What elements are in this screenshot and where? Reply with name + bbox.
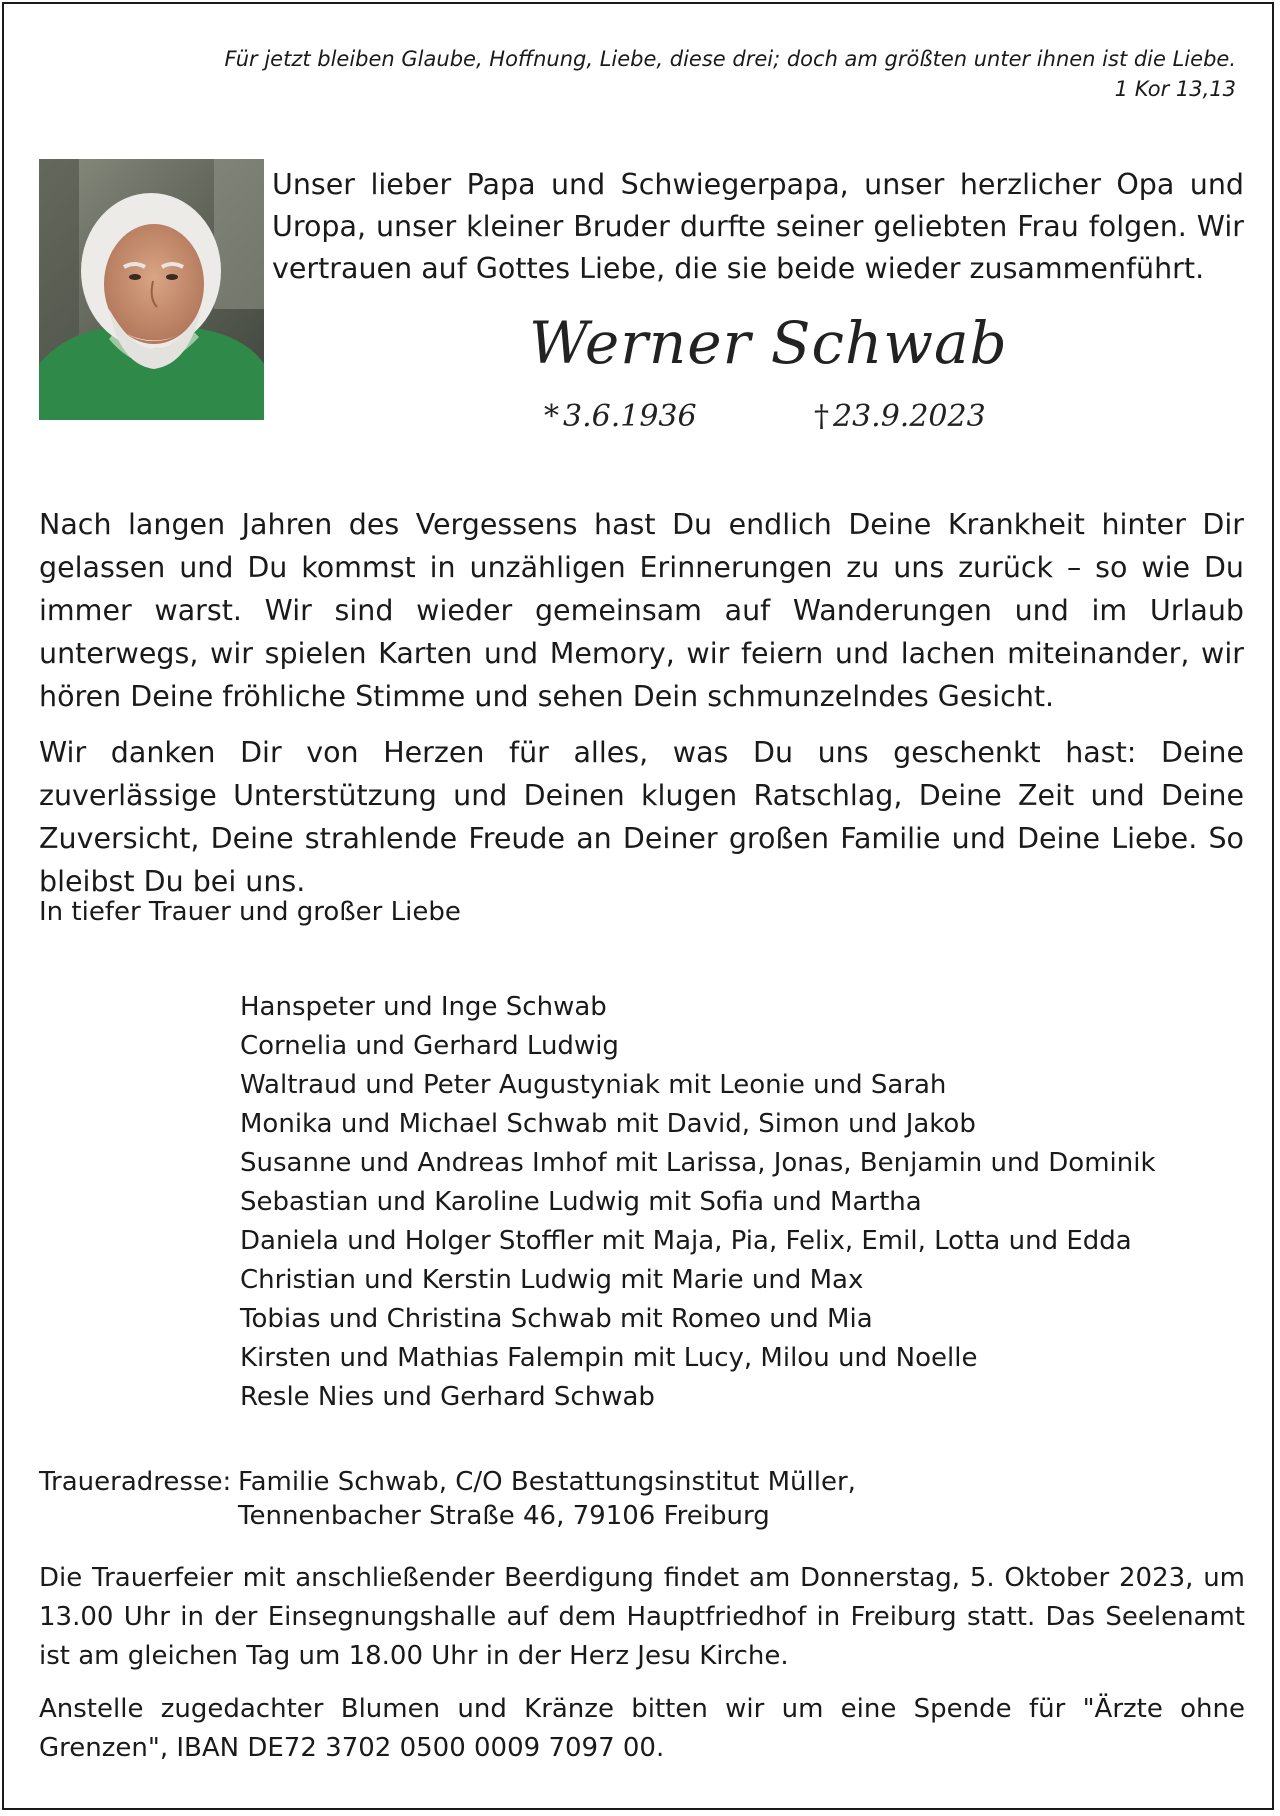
- signer-item: Christian und Kerstin Ludwig mit Marie und Max: [240, 1265, 864, 1295]
- address-line-2: Tennenbacher Straße 46, 79106 Freiburg: [238, 1501, 770, 1531]
- intro-text: Unser lieber Papa und Schwiegerpapa, unser herzlicher Opa und Uropa, unser kleiner Bruder durfte seiner geliebten Frau folgen. Wir vertrauen auf Gottes Liebe, die sie beide wieder zusammenführt.: [272, 168, 1244, 285]
- deceased-name: Werner Schwab: [529, 309, 1008, 377]
- portrait-photo: [39, 159, 264, 420]
- birth-date-value: 3.6.1936: [563, 399, 697, 434]
- signer-item: Cornelia und Gerhard Ludwig: [240, 1031, 619, 1061]
- signer-item: Tobias und Christina Schwab mit Romeo und Mia: [240, 1304, 873, 1334]
- bible-verse: [224, 44, 1236, 104]
- signer-item: Sebastian und Karoline Ludwig mit Sofia und Martha: [240, 1187, 922, 1217]
- signer-item: Hanspeter und Inge Schwab: [240, 992, 607, 1022]
- signer-item: Daniela und Holger Stoffler mit Maja, Pia, Felix, Emil, Lotta und Edda: [240, 1226, 1132, 1256]
- paragraph-thanks: Wir danken Dir von Herzen für alles, was Du uns geschenkt hast: Deine zuverlässige Unterstützung und Deinen klugen Ratschlag, Deine Zeit und Deine Zuversicht, Deine strahlende Freude an Deiner großen Familie und Deine Liebe. So bleibst Du bei uns.: [39, 736, 1244, 898]
- birth-date: [544, 399, 697, 434]
- death-date: [814, 399, 986, 434]
- signer-item: Kirsten und Mathias Falempin mit Lucy, Milou und Noelle: [240, 1343, 978, 1373]
- verse-text: Für jetzt bleiben Glaube, Hoffnung, Liebe, diese drei; doch am größten unter ihnen ist die Liebe.: [224, 47, 1236, 71]
- signers-list: [240, 988, 1156, 1417]
- mourning-address: [238, 1465, 856, 1533]
- funeral-info: Die Trauerfeier mit anschließender Beerdigung findet am Donnerstag, 5. Oktober 2023, um 13.00 Uhr in der Einsegnungshalle auf dem Hauptfriedhof in Freiburg statt. Das Seelenamt ist am gleichen Tag um 18.00 Uhr in der Herz Jesu Kirche.: [39, 1563, 1245, 1671]
- verse-reference: 1 Kor 13,13: [1114, 77, 1236, 101]
- donation-note: Anstelle zugedachter Blumen und Kränze bitten wir um eine Spende für "Ärzte ohne Grenzen", IBAN DE72 3702 0500 0009 7097 00.: [39, 1694, 1245, 1763]
- cross-icon: †: [814, 399, 829, 434]
- signer-item: Susanne und Andreas Imhof mit Larissa, Jonas, Benjamin und Dominik: [240, 1148, 1156, 1178]
- signer-item: Resle Nies und Gerhard Schwab: [240, 1382, 655, 1412]
- death-date-value: 23.9.2023: [833, 399, 986, 434]
- address-line-1: Familie Schwab, C/O Bestattungsinstitut Müller,: [238, 1467, 856, 1497]
- obituary-notice: [2, 2, 1274, 1810]
- address-label: Traueradresse:: [39, 1467, 232, 1497]
- signer-item: Waltraud und Peter Augustyniak mit Leonie und Sarah: [240, 1070, 947, 1100]
- paragraph-memories: Nach langen Jahren des Vergessens hast Du endlich Deine Krankheit hinter Dir gelassen und Du kommst in unzähligen Erinnerungen zu uns zurück – so wie Du immer warst. Wir sind wieder gemeinsam auf Wanderungen und im Urlaub unterwegs, wir spielen Karten und Memory, wir feiern und lachen miteinander, wir hören Deine fröhliche Stimme und sehen Dein schmunzelndes Gesicht.: [39, 508, 1244, 713]
- birth-symbol: *: [544, 399, 559, 434]
- signer-item: Monika und Michael Schwab mit David, Simon und Jakob: [240, 1109, 976, 1139]
- mourning-line: In tiefer Trauer und großer Liebe: [39, 897, 461, 927]
